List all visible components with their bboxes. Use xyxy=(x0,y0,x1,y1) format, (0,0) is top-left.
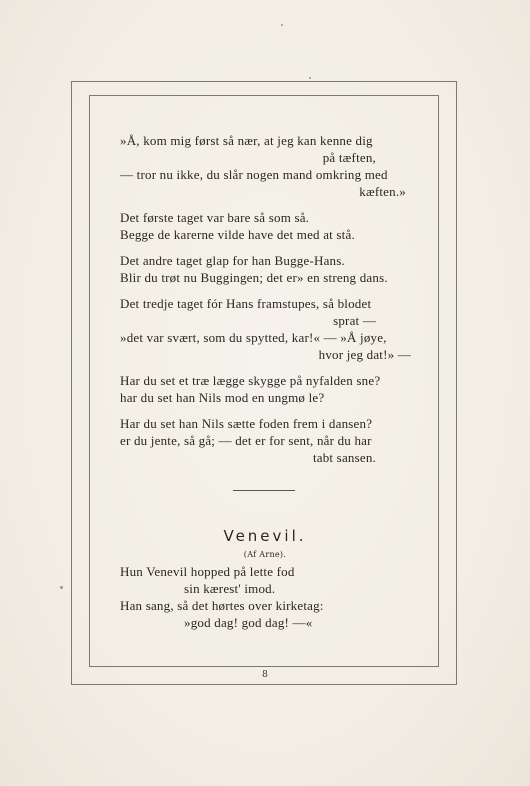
poem-line: på tæften, xyxy=(322,150,376,165)
stanza xyxy=(120,132,412,200)
poem-line: Har du set han Nils sætte foden frem i dansen? xyxy=(120,416,373,431)
poem-body xyxy=(120,132,412,475)
stanza xyxy=(120,295,412,363)
poem-line: »det var svært, som du spytted, kar!« — »Å jøye, xyxy=(120,330,387,345)
poem-line: Har du set et træ lægge skygge på nyfalden sne? xyxy=(120,373,381,388)
poem-line: sin kærest' imod. xyxy=(184,581,276,596)
stanza xyxy=(120,252,412,286)
poem-line: Det tredje taget fór Hans framstupes, så blodet xyxy=(120,296,372,311)
poem-line: Begge de karerne vilde have det med at stå. xyxy=(120,227,355,242)
poem-line: sprat — xyxy=(333,313,376,328)
poem-line: Blir du trøt nu Buggingen; det er» en streng dans. xyxy=(120,270,388,285)
poem-line: »god dag! god dag! —« xyxy=(184,615,313,630)
poem-line: er du jente, så gå; — det er for sent, når du har xyxy=(120,433,372,448)
poem-title: Venevil. xyxy=(223,527,307,545)
poem-line: Hun Venevil hopped på lette fod xyxy=(120,564,295,579)
poem-line: Det andre taget glap for han Bugge-Hans. xyxy=(120,253,345,268)
stanza xyxy=(120,372,412,406)
poem-subtitle: (Af Arne). xyxy=(243,550,287,559)
poem-line: hvor jeg dat!» — xyxy=(318,347,411,362)
poem-line: tabt sansen. xyxy=(312,450,376,465)
poem-line: har du set han Nils mod en ungmø le? xyxy=(120,390,325,405)
page-number: 8 xyxy=(262,670,268,680)
poem-venevil xyxy=(120,563,412,631)
poem-line: Han sang, så det hørtes over kirketag: xyxy=(120,598,324,613)
poem-line: »Å, kom mig først så nær, at jeg kan kenne dig xyxy=(120,133,373,148)
poem-line: — tror nu ikke, du slår nogen mand omkring med xyxy=(120,167,388,182)
poem-line: kæften.» xyxy=(359,184,406,199)
paper-speck xyxy=(281,24,283,26)
paper-speck xyxy=(309,77,311,79)
poem-line: Det første taget var bare så som så. xyxy=(120,210,310,225)
stanza xyxy=(120,209,412,243)
paper-speck xyxy=(60,586,63,589)
stanza xyxy=(120,415,412,466)
section-divider xyxy=(233,490,295,491)
